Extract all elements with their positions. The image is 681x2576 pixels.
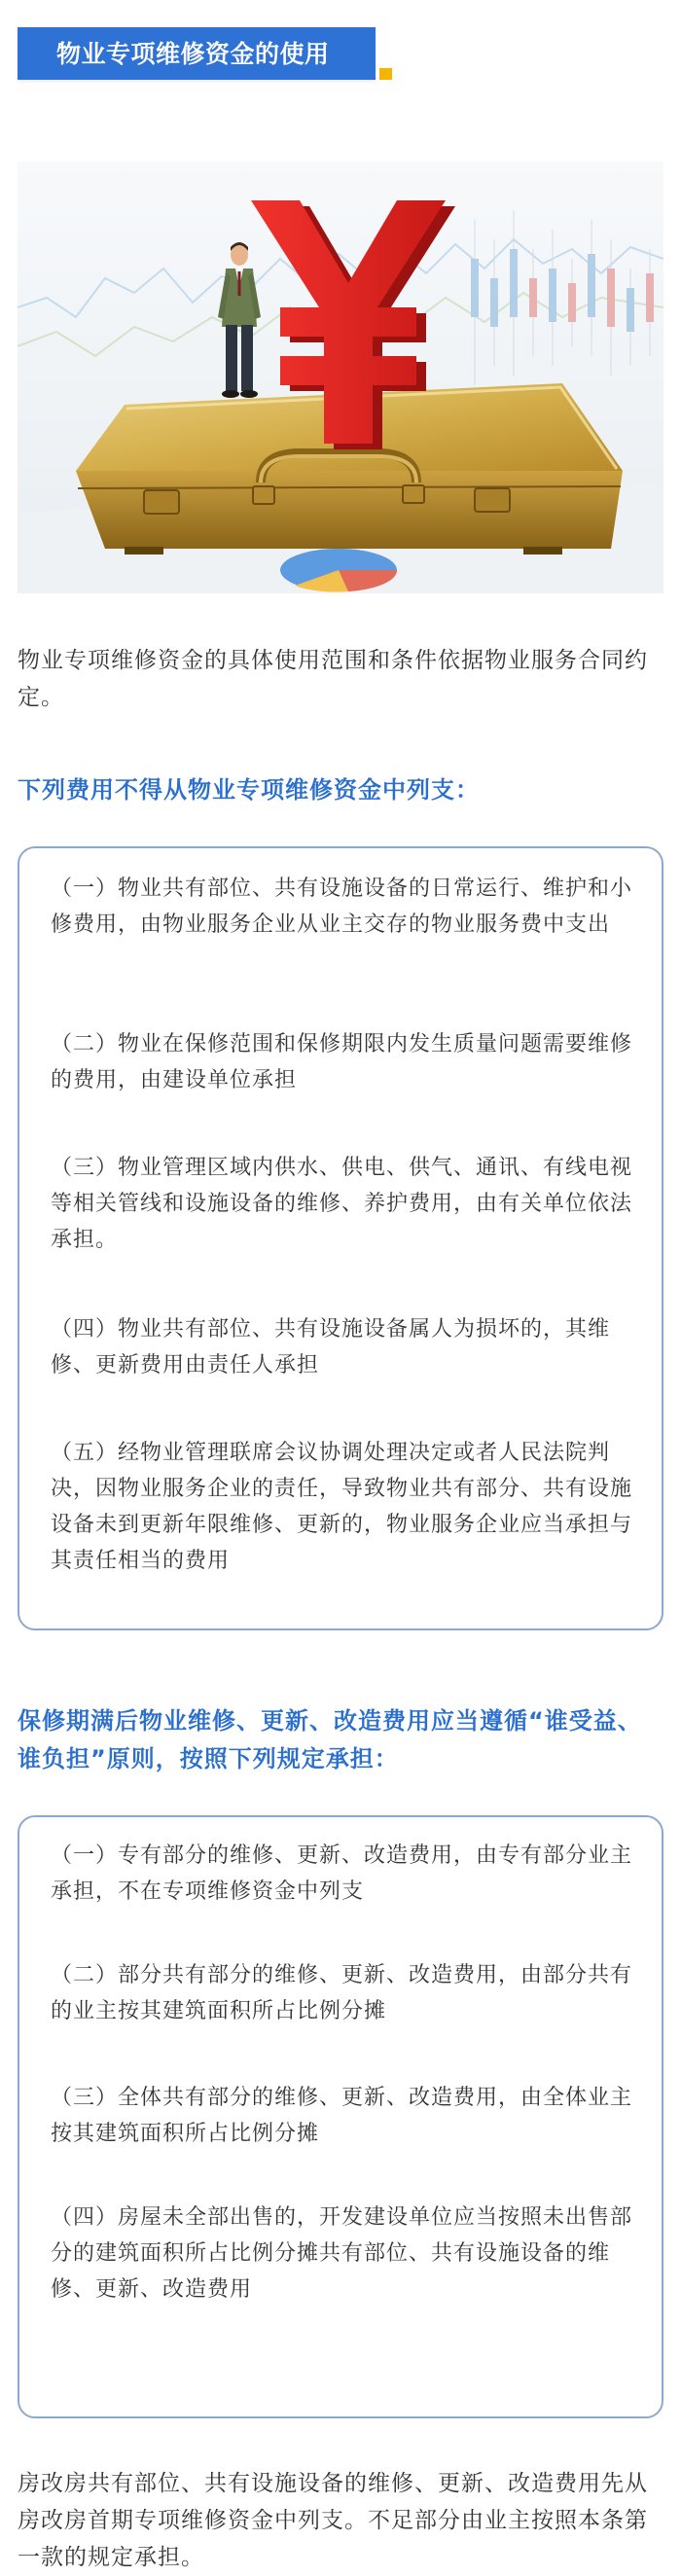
intro-paragraph: 物业专项维修资金的具体使用范围和条件依据物业服务合同约定。 <box>18 648 648 710</box>
section1-heading: 下列费用不得从物业专项维修资金中列支： <box>18 776 480 804</box>
page-title: 物业专项维修资金的使用 <box>56 40 330 68</box>
pie-chart-icon <box>280 549 397 591</box>
closing-paragraph: 房改房共有部位、共有设施设备的维修、更新、改造费用先从房改房首期专项维修资金中列支。不足部分由业主按照本条第一款的规定承担。 <box>18 2471 648 2570</box>
section1-item-4: （四）物业共有部位、共有设施设备属人为损坏的，其维修、更新费用由责任人承担 <box>51 1317 611 1377</box>
section2-item-3: （三）全体共有部分的维修、更新、改造费用，由全体业主按其建筑面积所占比例分摊 <box>51 2086 633 2146</box>
hero-illustration <box>18 161 663 593</box>
section1-item-1: （一）物业共有部位、共有设施设备的日常运行、维护和小修费用，由物业服务企业从业主交存的物业服务费中支出 <box>51 877 633 937</box>
section2-item-1: （一）专有部分的维修、更新、改造费用，由专有部分业主承担，不在专项维修资金中列支 <box>51 1843 633 1904</box>
title-accent-square <box>379 68 392 80</box>
title-banner <box>18 27 376 80</box>
section2-heading: 保修期满后物业维修、更新、改造费用应当遵循“谁受益、谁负担”原则，按照下列规定承担： <box>18 1707 642 1772</box>
section2-item-4: （四）房屋未全部出售的，开发建设单位应当按照未出售部分的建筑面积所占比例分摊共有部位、共有设施设备的维修、更新、改造费用 <box>51 2205 633 2302</box>
section1-item-2: （二）物业在保修范围和保修期限内发生质量问题需要维修的费用，由建设单位承担 <box>51 1032 633 1092</box>
section2-box <box>18 1815 663 2418</box>
section2-item-2: （二）部分共有部分的维修、更新、改造费用，由部分共有的业主按其建筑面积所占比例分摊 <box>51 1963 633 2023</box>
hero-image <box>18 161 663 593</box>
title-banner-container <box>18 27 397 82</box>
section1-item-5: （五）经物业管理联席会议协调处理决定或者人民法院判决，因物业服务企业的责任，导致物业共有部分、共有设施设备未到更新年限维修、更新的，物业服务企业应当承担与其责任相当的费用 <box>51 1441 633 1573</box>
section1-box <box>18 846 663 1630</box>
section1-item-3: （三）物业管理区域内供水、供电、供气、通讯、有线电视等相关管线和设施设备的维修、养护费用，由有关单位依法承担。 <box>51 1156 633 1252</box>
